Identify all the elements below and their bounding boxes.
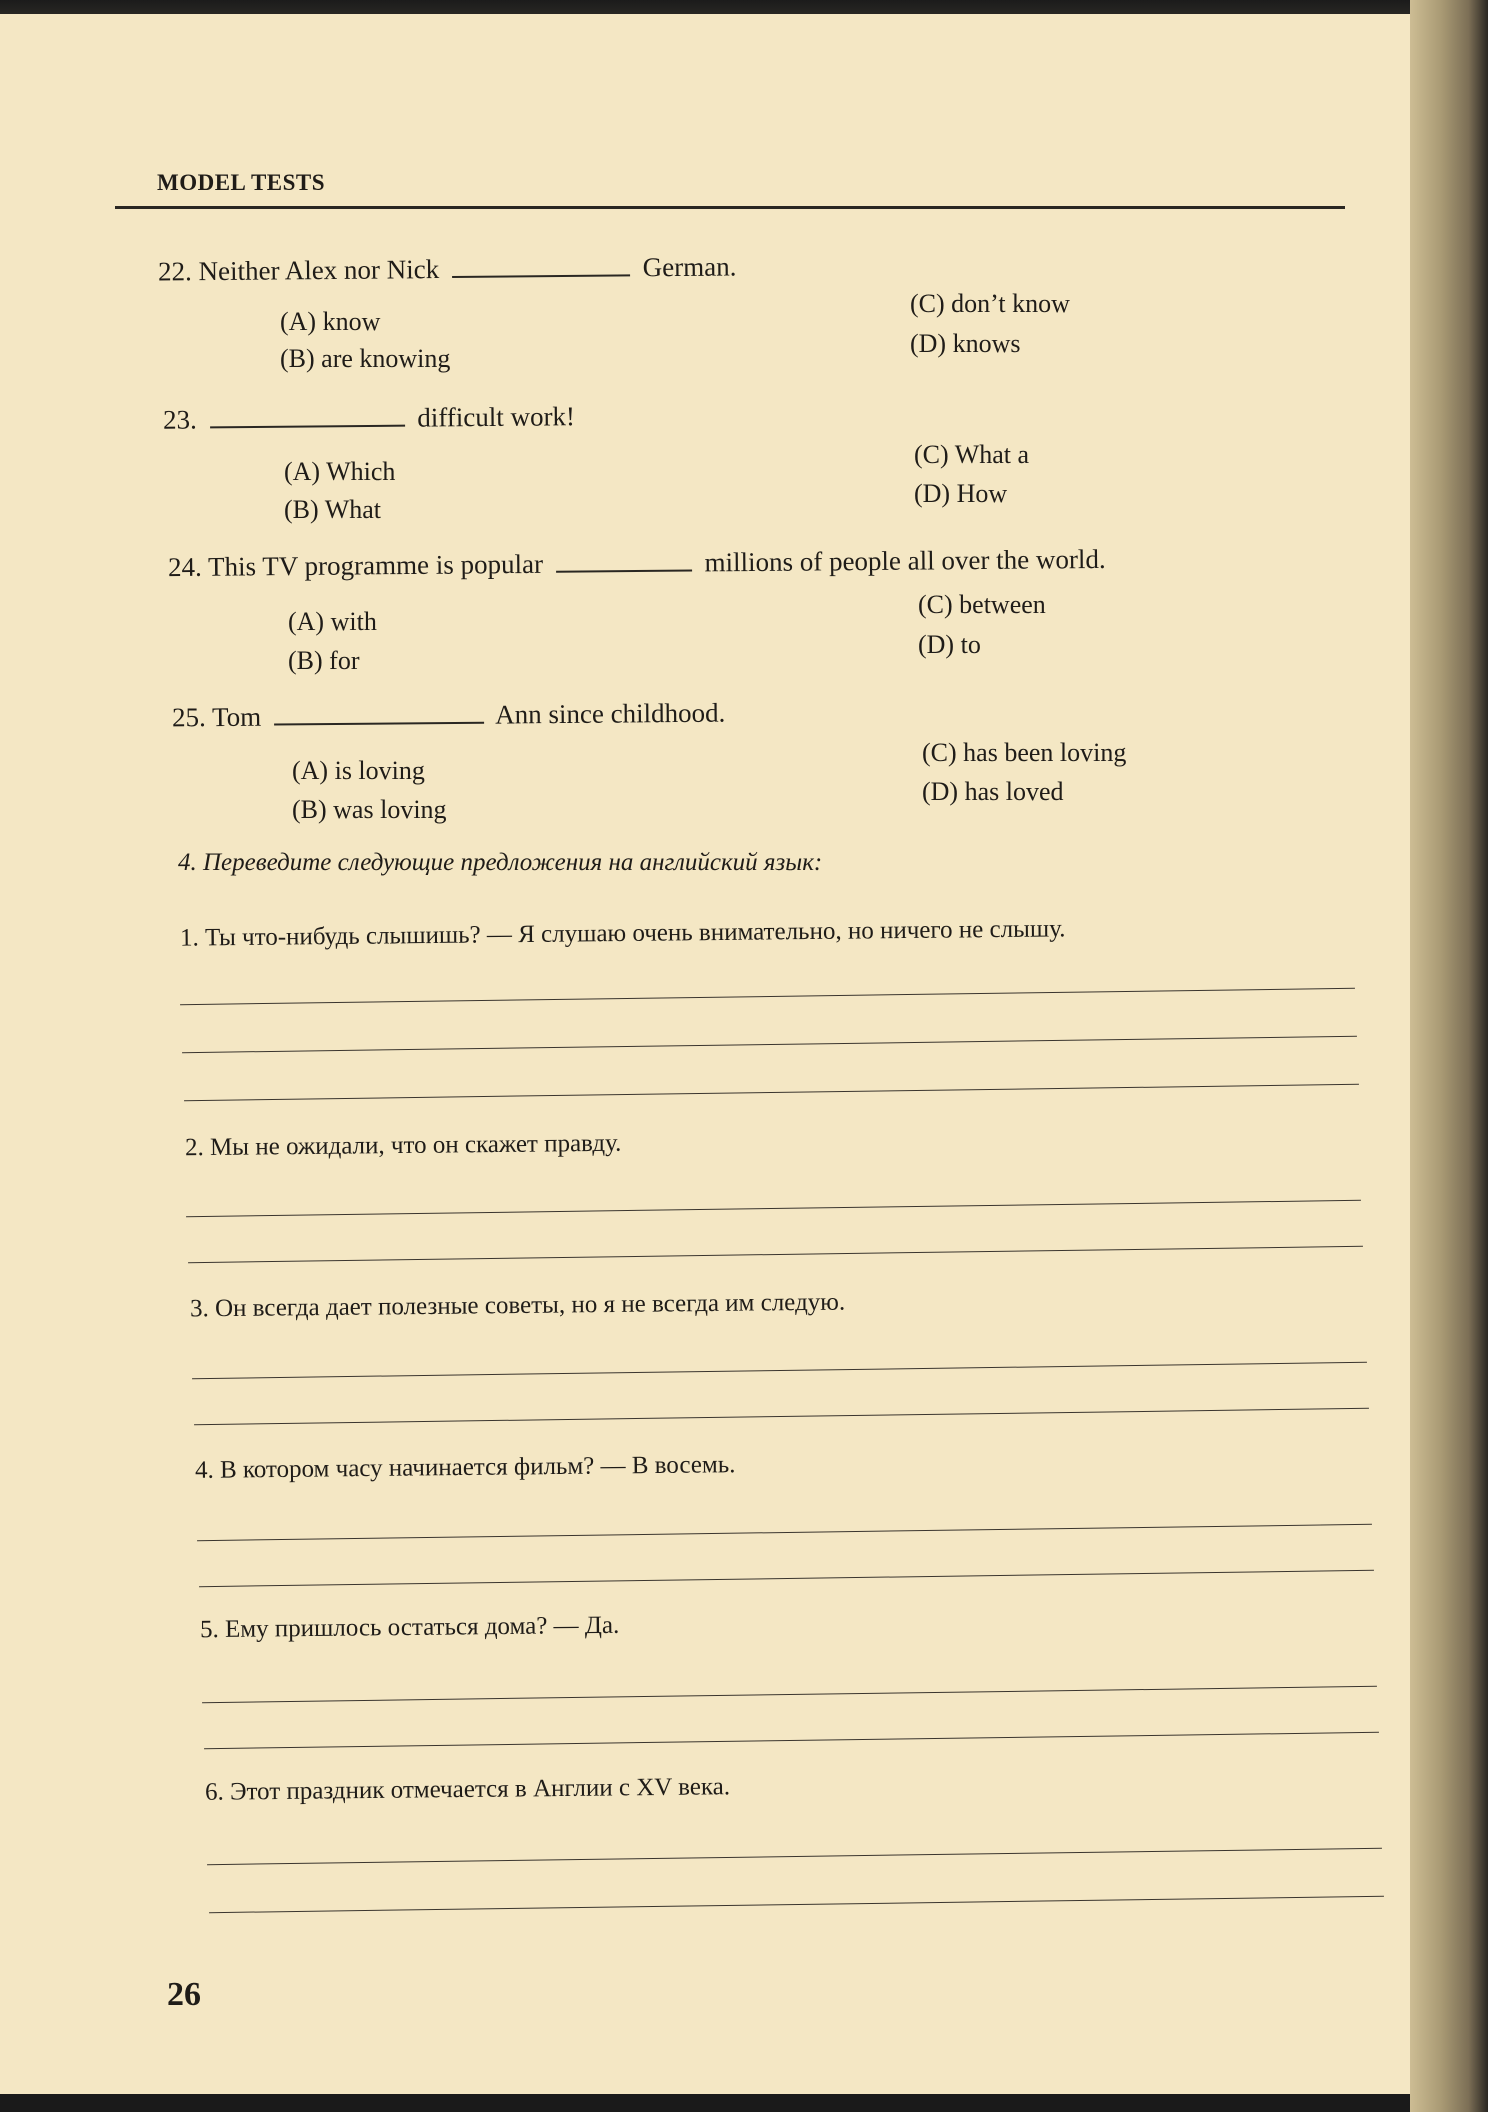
answer-blank[interactable] [556,544,692,573]
option-c[interactable]: (C) What a [914,440,1030,469]
page-number: 26 [167,1976,201,2013]
sentence-1: 1. Ты что-нибудь слышишь? — Я слушаю очень внимательно, но ничего не слышу. [179,915,1066,952]
option-a[interactable]: (A) is loving [292,756,425,785]
option-c[interactable]: (C) between [918,590,1046,619]
option-d[interactable]: (D) to [918,630,981,659]
sentence-5: 5. Ему пришлось остаться дома? — Да. [199,1611,620,1644]
option-b[interactable]: (B) for [288,646,360,675]
page-header [115,154,1345,209]
option-a[interactable]: (A) know [280,307,381,336]
header-title: MODEL TESTS [157,170,326,195]
question-text-after: difficult work! [417,401,576,433]
answer-line[interactable] [197,1524,1372,1541]
question-number: 23. [162,404,197,435]
option-d[interactable]: (D) knows [910,329,1021,358]
option-b[interactable]: (B) are knowing [280,344,451,373]
answer-blank[interactable] [209,399,404,429]
sentence-4: 4. В котором часу начинается фильм? — В восемь. [194,1451,736,1484]
sentence-6: 6. Этот праздник отмечается в Англии с XV века. [204,1773,731,1806]
section-instruction: 4. Переведите следующие предложения на английский язык: [178,849,823,876]
option-c[interactable]: (C) don’t know [910,289,1070,318]
book-page [0,14,1410,2094]
answer-line[interactable] [184,1084,1359,1101]
question-number: 22. [157,256,192,287]
option-d[interactable]: (D) How [914,479,1008,508]
answer-blank[interactable] [452,248,630,278]
answer-line[interactable] [207,1848,1382,1865]
sentence-3: 3. Он всегда дает полезные советы, но я не всегда им следую. [189,1288,846,1323]
answer-line[interactable] [194,1408,1369,1425]
question-text-before: Neither Alex nor Nick [198,254,440,287]
option-a[interactable]: (A) Which [284,457,396,486]
question-text-after: millions of people all over the world. [704,543,1106,578]
question-text-after: German. [642,251,737,283]
answer-line[interactable] [204,1732,1379,1749]
option-b[interactable]: (B) What [284,495,381,524]
sentence-2: 2. Мы не ожидали, что он скажет правду. [184,1129,622,1162]
question-text-before: This TV programme is popular [207,548,544,582]
question-number: 24. [167,551,202,583]
answer-line[interactable] [180,988,1355,1005]
binding-edge [1410,0,1488,2112]
question-24 [168,540,1106,583]
answer-line[interactable] [202,1686,1377,1703]
question-25 [172,694,726,734]
answer-line[interactable] [199,1570,1374,1587]
option-c[interactable]: (C) has been loving [922,738,1127,767]
question-22 [158,247,737,287]
question-number: 25. [171,702,206,733]
option-a[interactable]: (A) with [288,607,377,636]
question-text-before: Tom [211,701,262,733]
answer-line[interactable] [209,1896,1384,1913]
option-d[interactable]: (D) has loved [922,777,1064,806]
question-text-after: Ann since childhood. [495,697,726,730]
question-23 [163,397,575,436]
answer-line[interactable] [188,1246,1363,1263]
answer-line[interactable] [192,1362,1367,1379]
answer-line[interactable] [186,1200,1361,1217]
answer-line[interactable] [182,1036,1357,1053]
option-b[interactable]: (B) was loving [292,795,447,824]
answer-blank[interactable] [274,696,484,726]
